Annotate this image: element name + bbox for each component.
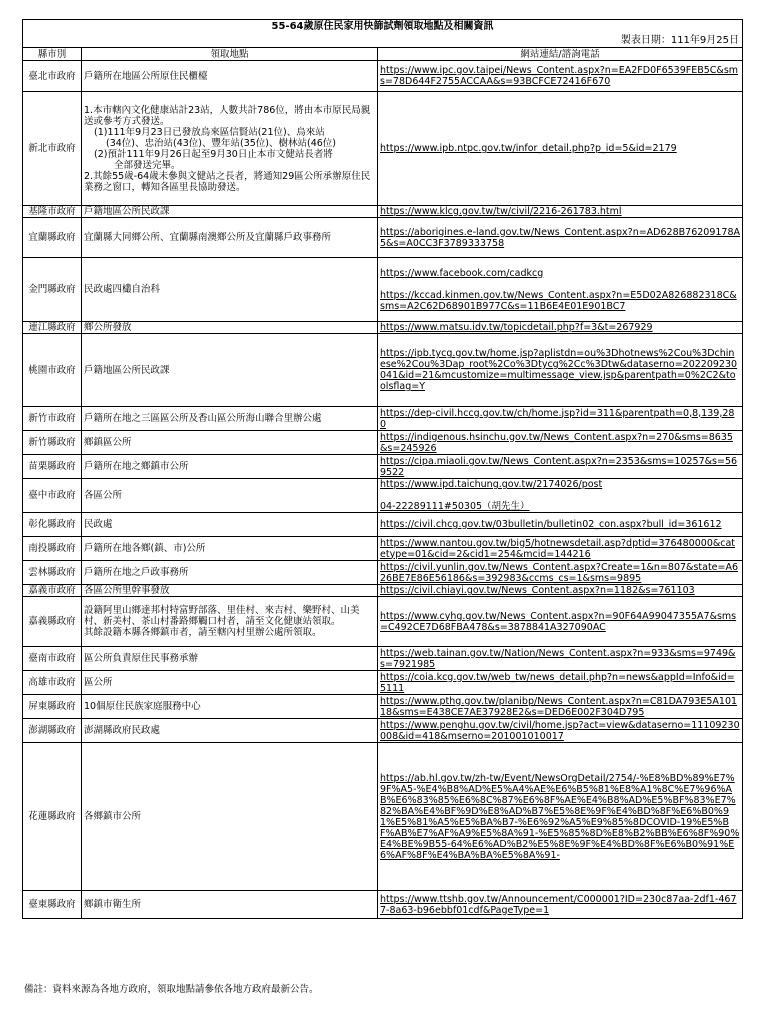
location-cell: [82, 647, 378, 671]
table-header-row: [23, 48, 743, 61]
table-row: [23, 479, 743, 513]
county-cell: 苗栗縣政府: [23, 455, 82, 479]
location-text: 鄉鎮市衛生所: [84, 899, 142, 910]
location-text: 戶籍所在地之戶政事務所: [84, 567, 189, 578]
table-row: [23, 218, 743, 258]
location-cell: [82, 334, 378, 407]
contact-link[interactable]: https://www.facebook.com/cadkcg: [380, 267, 544, 279]
table-row: [23, 92, 743, 206]
table-row: [23, 891, 743, 919]
contact-cell: [378, 695, 743, 719]
table-row: [23, 719, 743, 743]
contact-cell: [378, 743, 743, 891]
document-sheet: [22, 19, 742, 919]
header-county: 縣市別: [23, 48, 82, 61]
county-cell: 宜蘭縣政府: [23, 218, 82, 258]
contact-cell: [378, 322, 743, 334]
location-cell: [82, 218, 378, 258]
county-cell: 嘉義縣政府: [23, 597, 82, 647]
table-row: [23, 334, 743, 407]
contact-link[interactable]: https://coia.kcg.gov.tw/web_tw/news_detail.php?n=news&appId=Info&id=5111: [380, 671, 735, 694]
contact-link[interactable]: https://aborigines.e-land.gov.tw/News_Content.aspx?n=AD628B76209178A5&s=A0CC3F3789333758: [380, 226, 740, 249]
header-location: 領取地點: [82, 48, 378, 61]
table-row: [23, 513, 743, 537]
location-cell: [82, 537, 378, 561]
location-cell: [82, 513, 378, 537]
table-row: [23, 743, 743, 891]
location-text: 澎湖縣政府民政處: [84, 725, 161, 736]
location-text: 各區公所: [84, 490, 123, 501]
contact-link[interactable]: https://ab.hl.gov.tw/zh-tw/Event/NewsOrgDetail/2754/-%E8%BD%89%E7%9F%A5-%E4%B8%AD%E5%A4%AE%E6%B5%81%E8%A1%8C%E7%96%AB%E6%83%85%E6%8C%87%E6%8F%AE%E4%B8%AD%E5%BF%83%E7%82%BA%E4%BF%9D%E8%AD%B7%E5%8E%9F%E4%BD%8F%E6%B0%91%E5%81%A5%E5%BA%B7-%E6%92%A5%E9%85%8DCOVID-19%E5%BF%AB%E7%AF%A9%E5%8A%91-%E5%85%8D%E8%B2%BB%E6%8F%90%E4%BE%9B55-64%E6%AD%B2%E5%8E%9F%E4%BD%8F%E6%B0%91%E6%AF%8F%E4%BA%BA%E5%8A%91-: [380, 772, 740, 861]
contact-link[interactable]: https://civil.chcg.gov.tw/03bulletin/bulletin02_con.aspx?bull_id=361612: [380, 519, 722, 530]
location-cell: [82, 322, 378, 334]
contact-cell: [378, 597, 743, 647]
table-row: [23, 695, 743, 719]
location-text: 1.本市轄內文化健康站計23站，人數共計786位，將由本市原民局親送或參考方式發送。: [84, 104, 371, 127]
location-cell: [82, 743, 378, 891]
contact-link[interactable]: https://cipa.miaoli.gov.tw/News_Content.aspx?n=2353&sms=10257&s=569522: [380, 455, 738, 478]
location-cell: [82, 407, 378, 431]
location-text: 戶籍地區公所民政課: [84, 206, 170, 217]
county-cell: 新竹縣政府: [23, 431, 82, 455]
county-cell: 基隆市政府: [23, 206, 82, 218]
contact-cell: [378, 334, 743, 407]
contact-cell: [378, 61, 743, 92]
table-row: [23, 671, 743, 695]
contact-link[interactable]: https://www.klcg.gov.tw/tw/civil/2216-261783.html: [380, 206, 622, 217]
county-cell: 新北市政府: [23, 92, 82, 206]
table-row: [23, 206, 743, 218]
location-text: 區公所負責原住民事務承辦: [84, 653, 199, 664]
location-text: 鄉公所發放: [84, 322, 132, 333]
county-cell: 南投縣政府: [23, 537, 82, 561]
location-text: 各鄉鎮市公所: [84, 811, 142, 822]
contact-link[interactable]: https://dep-civil.hccg.gov.tw/ch/home.jsp?id=311&parentpath=0,8,139,280: [380, 407, 735, 430]
contact-cell: [378, 537, 743, 561]
contact-cell: [378, 92, 743, 206]
county-cell: 金門縣政府: [23, 258, 82, 322]
header-contact: 網站連結/諮詢電話: [378, 48, 743, 61]
location-text: 民政處: [84, 519, 113, 530]
contact-cell: [378, 647, 743, 671]
contact-cell: [378, 258, 743, 322]
contact-link[interactable]: https://kccad.kinmen.gov.tw/News_Content.aspx?n=E5D02A826882318C&sms=A2C62D68901B977C&s=11B6E4E01E901BC7: [380, 289, 737, 312]
location-text: 戶籍所在地之鄉鎮市公所: [84, 461, 189, 472]
table-row: [23, 647, 743, 671]
contact-link[interactable]: https://ipb.tycg.gov.tw/home.jsp?aplistdn=ou%3Dhotnews%2Cou%3Dchinese%2Cou%3Dap_root%2Co%3Dtycg%2Cc%3Dtw&dataserno=202209230041&id=21&mcustomize=multimessage_view.jsp&parentpath=0%2C2&toolsflag=Y: [380, 348, 738, 392]
county-cell: 花蓮縣政府: [23, 743, 82, 891]
contact-link[interactable]: https://web.tainan.gov.tw/Nation/News_Content.aspx?n=933&sms=9749&s=7921985: [380, 647, 736, 670]
location-text: 宜蘭縣大同鄉公所、宜蘭縣南澳鄉公所及宜蘭縣戶政事務所: [84, 232, 332, 243]
county-cell: 嘉義市政府: [23, 585, 82, 597]
contact-link[interactable]: https://www.matsu.idv.tw/topicdetail.php?f=3&t=267929: [380, 322, 653, 333]
county-cell: 臺東縣政府: [23, 891, 82, 919]
location-text: 戶籍地區公所民政課: [84, 364, 170, 376]
location-text: (2)預計111年9月26日起至9月30日止本市文健站長者將: [94, 148, 333, 160]
county-cell: 臺中市政府: [23, 479, 82, 513]
contact-link[interactable]: https://www.ipd.taichung.gov.tw/2174026/post: [380, 479, 603, 490]
contact-link[interactable]: 04-22289111#50305（胡先生）: [380, 501, 530, 512]
location-text: 其餘設籍本縣各鄉鎮市者，請至轄內村里辦公處所領取。: [84, 627, 322, 638]
county-cell: 彰化縣政府: [23, 513, 82, 537]
contact-link[interactable]: https://www.nantou.gov.tw/big5/hotnewsdetail.asp?dptid=376480000&catetype=01&cid=2&cid1=254&mcid=144216: [380, 537, 736, 560]
location-text: 戶籍所在地區公所原住民櫃檯: [84, 70, 208, 82]
contact-cell: [378, 479, 743, 513]
contact-cell: [378, 719, 743, 743]
contact-cell: [378, 891, 743, 919]
location-text: (34位)、忠治站(43位)、豐年站(35位)、樹林站(46位): [106, 137, 337, 149]
location-cell: [82, 671, 378, 695]
county-cell: 屏東縣政府: [23, 695, 82, 719]
county-cell: 臺北市政府: [23, 61, 82, 92]
contact-cell: [378, 561, 743, 585]
table-row: [23, 585, 743, 597]
contact-cell: [378, 671, 743, 695]
table-date: 製表日期：111年9月25日: [23, 33, 743, 48]
contact-link[interactable]: https://www.ipc.gov.taipei/News_Content.aspx?n=EA2FD0F6539FEB5C&sms=78D644F2755ACCAA&s=93BCFCE72416F670: [380, 65, 739, 87]
county-cell: 澎湖縣政府: [23, 719, 82, 743]
location-text: 民政處四欉自治科: [84, 284, 161, 295]
county-cell: 雲林縣政府: [23, 561, 82, 585]
location-text: 設籍阿里山鄉達邦村特富野部落、里佳村、來吉村、樂野村、山美村、新美村、茶山村番路鄉觸口村者，請至文化健康站領取。: [84, 605, 360, 627]
location-cell: [82, 585, 378, 597]
table-row: [23, 597, 743, 647]
table-row: [23, 455, 743, 479]
location-cell: [82, 891, 378, 919]
contact-cell: [378, 431, 743, 455]
contact-link[interactable]: https://civil.chiayi.gov.tw/News_Content.aspx?n=1182&s=761103: [380, 585, 695, 596]
footnote: 備註：資料來源為各地方政府，領取地點請參依各地方政府最新公告。: [24, 984, 319, 995]
location-cell: [82, 61, 378, 92]
location-text: 全部發送完畢。: [114, 159, 181, 171]
location-cell: [82, 206, 378, 218]
table-row: [23, 537, 743, 561]
county-cell: 新竹市政府: [23, 407, 82, 431]
location-text: 區公所: [84, 677, 113, 688]
county-cell: 高雄市政府: [23, 671, 82, 695]
location-cell: [82, 431, 378, 455]
table-row: [23, 258, 743, 322]
location-text: 2.其餘55歲-64歲未參與文健站之長者，將通知29區公所承辦原住民業務之窗口，轉知各區里長協助發送。: [84, 170, 371, 193]
location-cell: [82, 719, 378, 743]
county-cell: 連江縣政府: [23, 322, 82, 334]
contact-link[interactable]: https://www.ipb.ntpc.gov.tw/infor_detail.php?p_id=5&id=2179: [380, 143, 677, 154]
contact-cell: [378, 455, 743, 479]
contact-cell: [378, 206, 743, 218]
table-row: [23, 407, 743, 431]
county-cell: 桃園市政府: [23, 334, 82, 407]
distribution-table: [22, 19, 743, 919]
location-cell: [82, 479, 378, 513]
table-row: [23, 322, 743, 334]
contact-link[interactable]: https://www.pthg.gov.tw/planibp/News_Content.aspx?n=C81DA793E5A10118&sms=E438CE7AE37928E2&s=DED6E002F304D795: [380, 695, 738, 718]
contact-cell: [378, 218, 743, 258]
location-text: (1)111年9月23日已發放烏來區信賢站(21位)、烏來站: [94, 126, 325, 138]
location-cell: [82, 92, 378, 206]
contact-link[interactable]: https://civil.yunlin.gov.tw/News_Content.aspx?Create=1&n=807&state=A626BE7E86E56186&s=392983&ccms_cs=1&sms=9895: [380, 561, 739, 584]
contact-link[interactable]: https://indigenous.hsinchu.gov.tw/News_Content.aspx?n=270&sms=8635&s=245926: [380, 431, 733, 454]
location-cell: [82, 455, 378, 479]
contact-cell: [378, 513, 743, 537]
location-text: 戶籍所在地各鄉(鎮、市)公所: [84, 543, 206, 554]
location-text: 戶籍所在地之三區區公所及香山區公所海山聯合里辦公處: [84, 413, 322, 424]
location-text: 鄉鎮區公所: [84, 437, 132, 448]
location-text: 10個原住民族家庭服務中心: [84, 701, 201, 712]
table-row: [23, 431, 743, 455]
location-cell: [82, 597, 378, 647]
contact-link[interactable]: https://www.penghu.gov.tw/civil/home.jsp?act=view&dataserno=11109230008&id=418&mserno=201001010017: [380, 719, 740, 742]
county-cell: 臺南市政府: [23, 647, 82, 671]
table-row: [23, 61, 743, 92]
table-row: [23, 561, 743, 585]
contact-link[interactable]: https://www.cyhg.gov.tw/News_Content.aspx?n=90F64A99047355A7&sms=C492CE7D68FBA478&s=3878841A327090AC: [380, 610, 737, 633]
location-cell: [82, 561, 378, 585]
contact-cell: [378, 407, 743, 431]
contact-link[interactable]: https://www.ttshb.gov.tw/Announcement/C000001?ID=230c87aa-2df1-4677-8a63-b96ebbf01cdf&PageType=1: [380, 893, 737, 916]
location-text: 各區公所里幹事發放: [84, 585, 170, 596]
location-cell: [82, 695, 378, 719]
contact-cell: [378, 585, 743, 597]
location-cell: [82, 258, 378, 322]
document-title: 55-64歲原住民家用快篩試劑領取地點及相關資訊: [23, 20, 743, 34]
